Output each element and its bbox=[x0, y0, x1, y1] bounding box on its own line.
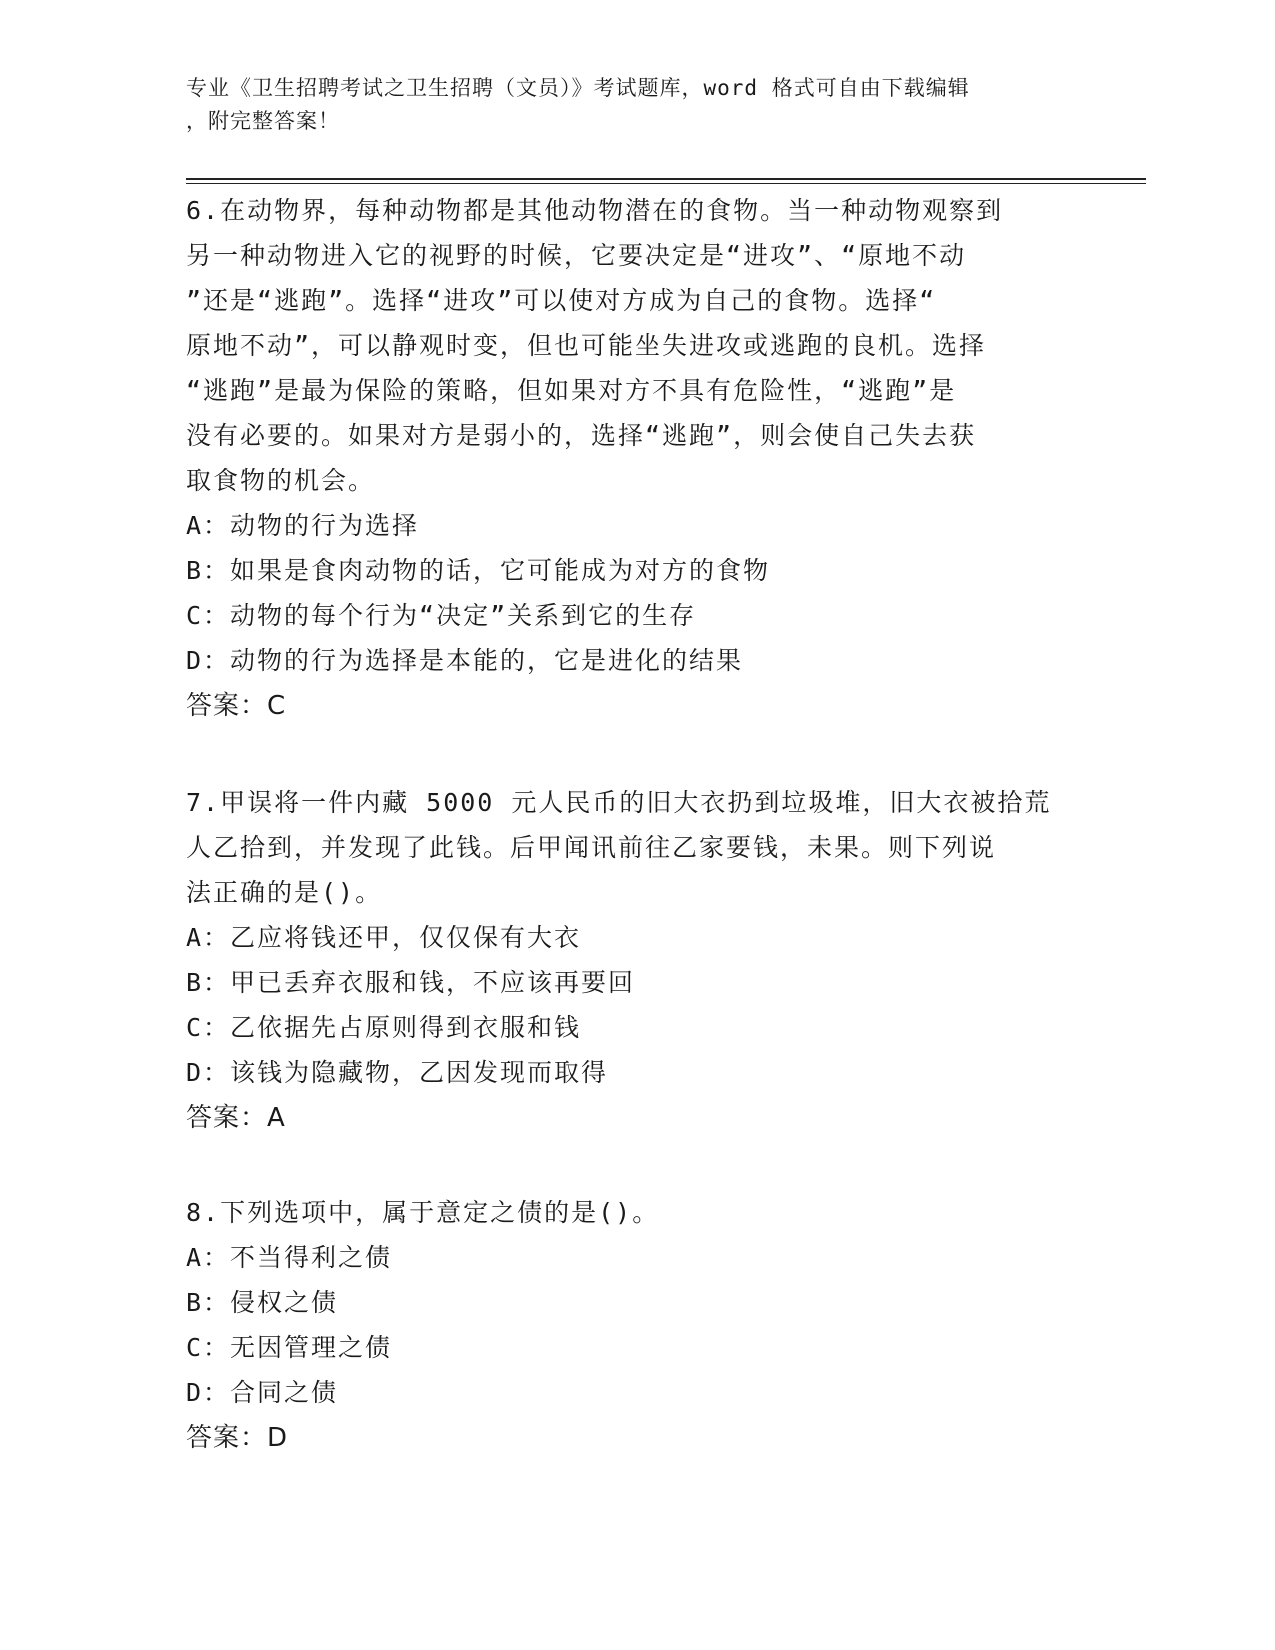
answer-label: 答案：C bbox=[186, 691, 287, 721]
question-stem-line: “逃跑”是最为保险的策略，但如果对方不具有危险性，“逃跑”是 bbox=[186, 376, 957, 405]
header-line-2: ，附完整答案！ bbox=[186, 109, 340, 133]
question-stem-line: 法正确的是()。 bbox=[186, 878, 383, 907]
option-b: B：侵权之债 bbox=[186, 1288, 339, 1317]
question-7 bbox=[186, 780, 1066, 1141]
option-d: D：该钱为隐藏物，乙因发现而取得 bbox=[186, 1058, 609, 1087]
option-c: C：乙依据先占原则得到衣服和钱 bbox=[186, 1013, 582, 1042]
header-line-1: 专业《卫生招聘考试之卫生招聘（文员）》考试题库，word 格式可自由下载编辑 bbox=[186, 76, 970, 100]
document-header bbox=[186, 72, 1066, 138]
option-c: C：无因管理之债 bbox=[186, 1333, 393, 1362]
option-a: A：乙应将钱还甲，仅仅保有大衣 bbox=[186, 923, 582, 952]
option-a: A：不当得利之债 bbox=[186, 1243, 393, 1272]
question-8 bbox=[186, 1190, 1066, 1461]
option-b: B：如果是食肉动物的话，它可能成为对方的食物 bbox=[186, 556, 771, 585]
question-stem-line: 人乙拾到，并发现了此钱。后甲闻讯前往乙家要钱，未果。则下列说 bbox=[186, 833, 997, 862]
option-a: A：动物的行为选择 bbox=[186, 511, 420, 540]
option-b: B：甲已丢弃衣服和钱，不应该再要回 bbox=[186, 968, 636, 997]
header-divider-thick bbox=[186, 178, 1146, 180]
header-divider-thin bbox=[186, 183, 1146, 184]
option-c: C：动物的每个行为“决定”关系到它的生存 bbox=[186, 601, 697, 630]
question-6 bbox=[186, 188, 1066, 729]
answer-label: 答案：D bbox=[186, 1423, 289, 1453]
question-stem-line: 没有必要的。如果对方是弱小的，选择“逃跑”，则会使自己失去获 bbox=[186, 421, 977, 450]
option-d: D：动物的行为选择是本能的，它是进化的结果 bbox=[186, 646, 744, 675]
question-stem-line: 取食物的机会。 bbox=[186, 466, 376, 495]
question-stem-line: 原地不动”，可以静观时变，但也可能坐失进攻或逃跑的良机。选择 bbox=[186, 331, 987, 360]
question-stem-line: 8.下列选项中，属于意定之债的是()。 bbox=[186, 1198, 660, 1227]
question-stem-line: 7.甲误将一件内藏 5000 元人民币的旧大衣扔到垃圾堆，旧大衣被拾荒 bbox=[186, 788, 1052, 817]
question-stem-line: 6.在动物界，每种动物都是其他动物潜在的食物。当一种动物观察到 bbox=[186, 196, 1004, 225]
question-stem-line: ”还是“逃跑”。选择“进攻”可以使对方成为自己的食物。选择“ bbox=[186, 286, 937, 315]
answer-label: 答案：A bbox=[186, 1103, 286, 1133]
option-d: D：合同之债 bbox=[186, 1378, 339, 1407]
question-stem-line: 另一种动物进入它的视野的时候，它要决定是“进攻”、“原地不动 bbox=[186, 241, 967, 270]
